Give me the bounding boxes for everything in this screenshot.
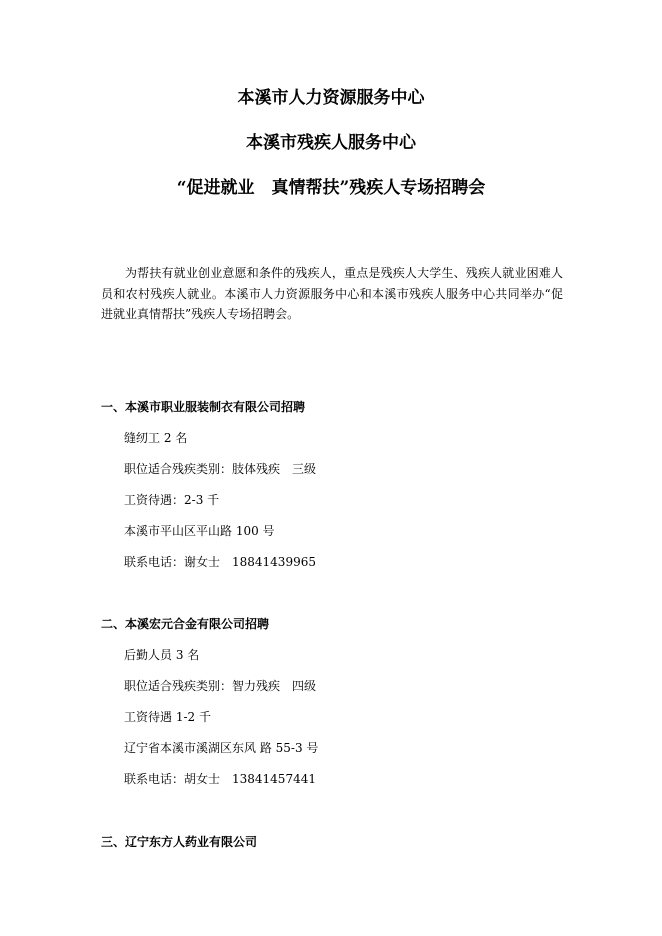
contact-phone: 联系电话：胡女士 13841457441 [124, 772, 316, 786]
job-position: 后勤人员 3 名 [124, 648, 200, 662]
intro-paragraph: 为帮扶有就业创业意愿和条件的残疾人，重点是残疾人大学生、残疾人就业困难人员和农村残疾人就业。本溪市人力资源服务中心和本溪市残疾人服务中心共同举办“促进就业真情帮扶”残疾人专场招聘会。 [101, 266, 563, 321]
title-event: “促进就业 真情帮扶”残疾人专场招聘会 [176, 178, 486, 198]
title-org-disabled: 本溪市残疾人服务中心 [246, 133, 416, 153]
title-org-hr: 本溪市人力资源服务中心 [237, 88, 425, 108]
salary: 工资待遇：2-3 千 [124, 493, 220, 507]
disability-category: 职位适合残疾类别：肢体残疾 三级 [124, 462, 317, 476]
address: 本溪市平山区平山路 100 号 [124, 524, 275, 538]
address: 辽宁省本溪市溪湖区东风 路 55-3 号 [124, 741, 319, 755]
section-heading-2: 二、本溪宏元合金有限公司招聘 [101, 617, 270, 631]
section-heading-3: 三、辽宁东方人药业有限公司 [101, 835, 258, 849]
disability-category: 职位适合残疾类别：智力残疾 四级 [124, 679, 317, 693]
salary: 工资待遇 1-2 千 [124, 710, 211, 724]
job-position: 缝纫工 2 名 [124, 431, 188, 445]
contact-phone: 联系电话：谢女士 18841439965 [124, 555, 316, 569]
section-heading-1: 一、本溪市职业服装制衣有限公司招聘 [101, 400, 306, 414]
